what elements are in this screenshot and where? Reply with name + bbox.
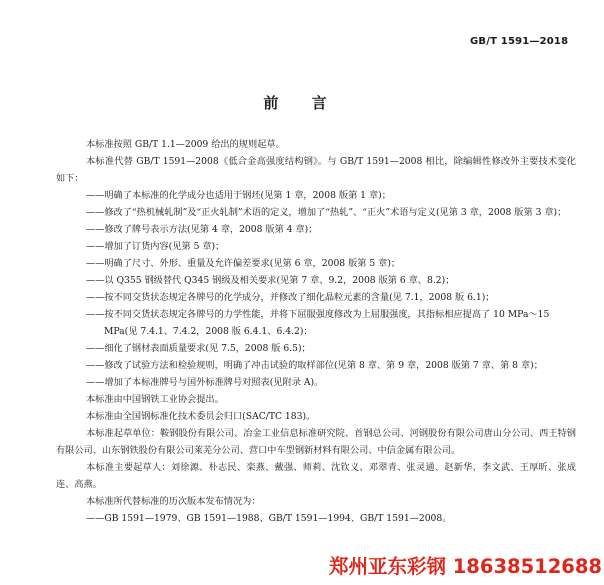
- document-body: [56, 136, 576, 527]
- change-item: ——修改了试验方法和检验规则，明确了冲击试验的取样部位(见第 8 章、第 9 章，2008 版第 7 章、第 8 章)；: [86, 360, 543, 371]
- change-item: ——以 Q355 钢级替代 Q345 钢级及相关要求(见第 7 章、9.2，2008 版第 6 章、8.2)；: [86, 275, 455, 286]
- paragraph-history-intro: 本标准所代替标准的历次版本发布情况为：: [86, 496, 261, 507]
- history-item: ——GB 1591—1979、GB 1591—1988、GB/T 1591—1994、GB/T 1591—2008。: [86, 513, 452, 524]
- change-item: ——增加了本标准牌号与国外标准牌号对照表(见附录 A)。: [86, 377, 324, 388]
- change-item: ——细化了钢材表面质量要求(见 7.5，2008 版 6.5)；: [86, 343, 311, 354]
- change-item: ——明确了本标准的化学成分也适用于钢坯(见第 1 章，2008 版第 1 章)；: [86, 190, 391, 201]
- paragraph-committee: 本标准由全国钢标准化技术委员会归口(SAC/TC 183)。: [86, 411, 316, 422]
- paragraph-drafting-units: 本标准起草单位：鞍钢股份有限公司、冶金工业信息标准研究院、首钢总公司、河钢股份有限公司唐山分公司、西王特钢有限公司、山东钢铁股份有限公司莱芜分公司、营口中车型钢新材料有限公司、中信金属有限公司。: [56, 428, 576, 456]
- change-item: ——按不同交货状态规定各牌号的力学性能，并将下屈服强度修改为上屈服强度，其指标相应提高了 10 MPa～15 MPa(见 7.4.1、7.4.2，2008 版 6.4.1、6.4.2)；: [86, 309, 550, 337]
- change-item: ——修改了“热机械轧制”及“正火轧制”术语的定义，增加了“热轧”、“正火”术语与定义(见第 3 章，2008 版第 3 章)；: [86, 207, 567, 218]
- change-item: ——增加了订货内容(见第 5 章)；: [86, 241, 225, 252]
- contact-watermark: 郑州亚东彩钢 18638512688: [236, 552, 602, 582]
- paragraph-drafters: 本标准主要起草人：刘徐源、朴志民、栾燕、戴强、师莉、沈钦义、邓翠青、张灵通、赵新华、李文武、王厚昕、张成连、高燕。: [56, 462, 576, 490]
- paragraph-drafting-rules: 本标准按照 GB/T 1.1—2009 给出的规则起草。: [86, 139, 285, 150]
- paragraph-replacement: 本标准代替 GB/T 1591—2008《低合金高强度结构钢》。与 GB/T 1591—2008 相比，除编辑性修改外主要技术变化如下：: [56, 156, 576, 184]
- change-item: ——明确了尺寸、外形、重量及允许偏差要求(见第 6 章，2008 版第 5 章)；: [86, 258, 401, 269]
- paragraph-proposer: 本标准由中国钢铁工业协会提出。: [86, 394, 224, 405]
- standard-code: GB/T 1591—2018: [470, 36, 569, 47]
- change-item: ——按不同交货状态规定各牌号的化学成分，并修改了细化晶粒元素的含量(见 7.1，2008 版 6.1)；: [86, 292, 495, 303]
- page-title: 前 言: [263, 94, 341, 112]
- change-item: ——修改了牌号表示方法(见第 4 章，2008 版第 4 章)；: [86, 224, 318, 235]
